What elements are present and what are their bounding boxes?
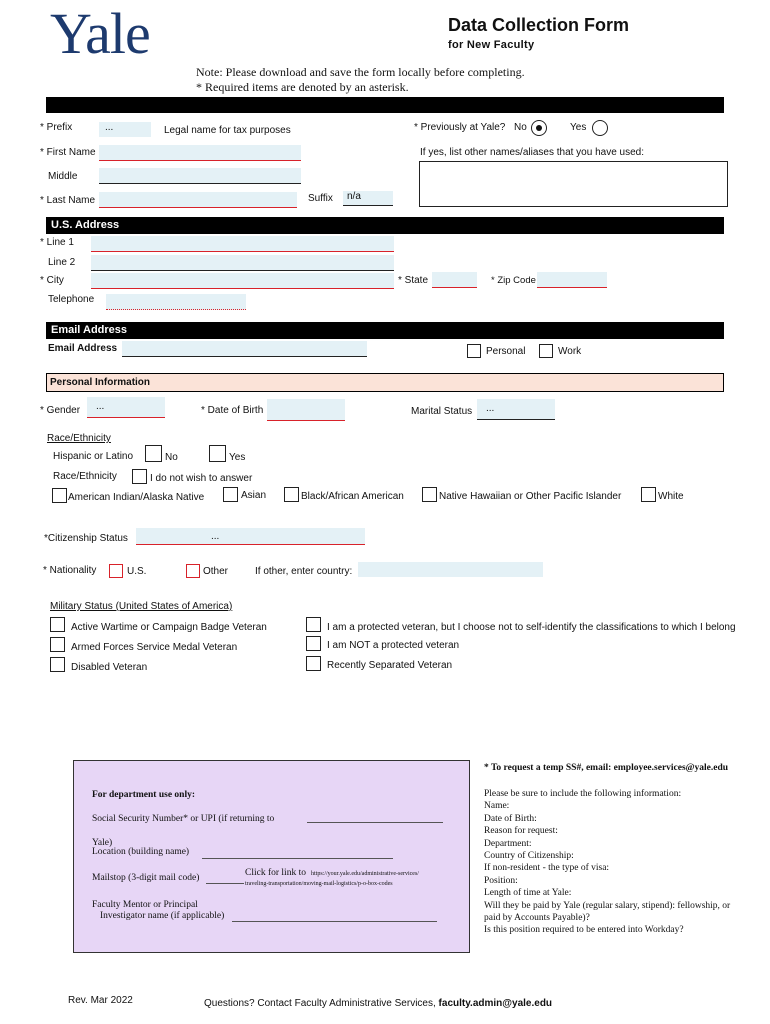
click-link-label: Click for link to (245, 868, 306, 878)
revision-date: Rev. Mar 2022 (68, 995, 133, 1006)
form-title: Data Collection Form (448, 15, 630, 35)
military-active-wartime-label: Active Wartime or Campaign Badge Veteran (71, 622, 267, 633)
location-label: Location (building name) (92, 847, 190, 857)
info-line: Position: (484, 875, 518, 886)
race-white-checkbox[interactable] (641, 487, 656, 502)
email-label: Email Address (48, 343, 118, 354)
ssn-label: Social Security Number* or UPI (if returning to (92, 814, 275, 824)
previously-no-label: No (514, 122, 527, 133)
footer-contact-email[interactable]: faculty.admin@yale.edu (438, 998, 553, 1009)
nationality-other-label: Other (203, 566, 229, 577)
personal-info-title: Personal Information (50, 377, 151, 388)
zip-code-label: * Zip Code (491, 275, 536, 286)
work-email-checkbox[interactable] (539, 344, 553, 358)
mentor-field[interactable] (232, 921, 437, 922)
race-asian-label: Asian (241, 490, 267, 501)
po-box-link-line-1[interactable]: https://your.yale.edu/administrative-services/ (311, 871, 419, 877)
hispanic-no-checkbox[interactable] (145, 445, 162, 462)
telephone-field[interactable] (106, 294, 246, 310)
state-label: * State (398, 275, 429, 286)
aliases-textarea[interactable] (419, 161, 728, 207)
footer-questions-text: Questions? Contact Faculty Administrative Services, (204, 998, 436, 1009)
middle-name-field[interactable] (99, 168, 301, 184)
military-armed-forces-label: Armed Forces Service Medal Veteran (71, 642, 238, 653)
address-line1-field[interactable] (91, 236, 394, 252)
race-ethnicity-heading: Race/Ethnicity (47, 433, 111, 444)
military-disabled-label: Disabled Veteran (71, 662, 148, 673)
nationality-other-checkbox[interactable] (186, 564, 200, 578)
ssn-field[interactable] (307, 822, 443, 823)
race-native-hawaiian-checkbox[interactable] (422, 487, 437, 502)
marital-status-label: Marital Status (411, 406, 473, 417)
military-protected-no-identify-label: I am a protected veteran, but I choose not to self-identify the classifications to which I belong (327, 622, 736, 633)
state-field[interactable] (432, 272, 477, 288)
military-active-wartime-checkbox[interactable] (50, 617, 65, 632)
first-name-label: * First Name (40, 147, 96, 158)
info-line: paid by Accounts Payable)? (484, 913, 590, 924)
info-line: Will they be paid by Yale (regular salary, stipend): fellowship, or (484, 900, 731, 911)
suffix-label: Suffix (308, 193, 333, 204)
military-recently-separated-checkbox[interactable] (306, 656, 321, 671)
race-asian-checkbox[interactable] (223, 487, 238, 502)
email-address-header: Email Address (46, 322, 724, 339)
race-white-label: White (658, 491, 684, 502)
info-line: Reason for request: (484, 826, 558, 837)
zip-code-field[interactable] (537, 272, 607, 288)
ssn-yale-label: Yale) (92, 838, 113, 848)
mailstop-label: Mailstop (3-digit mail code) (92, 873, 200, 883)
last-name-label: * Last Name (40, 195, 96, 206)
info-line: Length of time at Yale: (484, 888, 572, 899)
military-disabled-checkbox[interactable] (50, 657, 65, 672)
legal-name-note: Legal name for tax purposes (164, 125, 291, 136)
citizenship-select[interactable]: ... (136, 528, 365, 545)
temp-ssn-info-list (484, 788, 730, 937)
race-american-indian-checkbox[interactable] (52, 488, 67, 503)
nationality-us-checkbox[interactable] (109, 564, 123, 578)
no-wish-to-answer-checkbox[interactable] (132, 469, 147, 484)
department-use-box (73, 760, 470, 953)
hispanic-latino-label: Hispanic or Latino (53, 451, 134, 462)
previously-yes-label: Yes (570, 122, 587, 133)
city-label: * City (40, 275, 64, 286)
suffix-select[interactable]: n/a (343, 191, 393, 206)
hispanic-yes-checkbox[interactable] (209, 445, 226, 462)
first-name-field[interactable] (99, 145, 301, 161)
email-field[interactable] (122, 341, 367, 357)
citizenship-label: *Citizenship Status (44, 533, 128, 544)
previously-yes-radio[interactable] (592, 120, 608, 136)
dob-label: * Date of Birth (201, 405, 264, 416)
last-name-field[interactable] (99, 192, 297, 208)
us-address-header: U.S. Address (46, 217, 724, 234)
military-status-heading: Military Status (United States of America) (50, 601, 233, 612)
personal-email-label: Personal (486, 346, 526, 357)
nationality-label: * Nationality (43, 565, 97, 576)
personal-email-checkbox[interactable] (467, 344, 481, 358)
aliases-label: If yes, list other names/aliases that you have used: (420, 147, 645, 158)
header-divider-bar (46, 97, 724, 113)
military-not-protected-label: I am NOT a protected veteran (327, 640, 460, 651)
military-protected-no-identify-checkbox[interactable] (306, 617, 321, 632)
prefix-label: * Prefix (40, 122, 73, 133)
gender-select[interactable]: ... (87, 397, 165, 418)
race-black-checkbox[interactable] (284, 487, 299, 502)
middle-label: Middle (48, 171, 78, 182)
footer-questions (204, 998, 552, 1009)
line1-label: * Line 1 (40, 237, 74, 248)
military-recently-separated-label: Recently Separated Veteran (327, 660, 453, 671)
race-native-hawaiian-label: Native Hawaiian or Other Pacific Islander (439, 491, 622, 502)
marital-status-select[interactable]: ... (477, 399, 555, 420)
mailstop-field[interactable] (206, 883, 244, 884)
yale-logo: Yale (50, 1, 150, 66)
radio-selected-dot (536, 125, 542, 131)
mentor-label-line-1: Faculty Mentor or Principal (92, 900, 198, 910)
city-field[interactable] (91, 273, 394, 289)
note-line-2: * Required items are denoted by an asterisk. (196, 80, 409, 94)
other-country-label: If other, enter country: (255, 566, 353, 577)
info-line: Name: (484, 801, 510, 812)
military-not-protected-checkbox[interactable] (306, 636, 321, 651)
address-line2-field[interactable] (91, 255, 394, 271)
location-field[interactable] (202, 858, 393, 859)
po-box-link-line-2[interactable]: traveling-transportation/moving-mail-logistics/p-o-box-codes (245, 881, 393, 887)
mentor-label-line-2: Investigator name (if applicable) (100, 911, 225, 921)
info-line: Date of Birth: (484, 813, 537, 824)
race-american-indian-label: American Indian/Alaska Native (68, 492, 205, 503)
race-black-label: Black/African American (301, 491, 404, 502)
personal-info-header (46, 373, 724, 392)
info-line: If non-resident - the type of visa: (484, 863, 610, 874)
other-country-field[interactable] (358, 562, 543, 577)
previously-no-radio[interactable] (531, 120, 547, 136)
nationality-us-label: U.S. (127, 566, 147, 577)
prefix-select[interactable]: ... (99, 122, 151, 137)
info-line: Department: (484, 838, 532, 849)
date-of-birth-field[interactable] (267, 399, 345, 421)
no-wish-to-answer-label: I do not wish to answer (150, 473, 253, 484)
race-ethnicity-label: Race/Ethnicity (53, 471, 117, 482)
hispanic-yes-label: Yes (229, 452, 246, 463)
temp-ssn-request-line: * To request a temp SS#, email: employee.services@yale.edu (484, 763, 729, 773)
telephone-label: Telephone (48, 294, 95, 305)
info-line: Is this position required to be entered into Workday? (484, 925, 684, 936)
military-armed-forces-checkbox[interactable] (50, 637, 65, 652)
line2-label: Line 2 (48, 257, 76, 268)
previously-at-yale-label: * Previously at Yale? (414, 122, 506, 133)
note-line-1: Note: Please download and save the form locally before completing. (196, 65, 525, 79)
info-line: Country of Citizenship: (484, 851, 574, 862)
form-subtitle: for New Faculty (448, 39, 535, 51)
hispanic-no-label: No (165, 452, 178, 463)
work-email-label: Work (558, 346, 582, 357)
gender-label: * Gender (40, 405, 81, 416)
dept-heading: For department use only: (92, 790, 195, 800)
info-line: Please be sure to include the following information: (484, 789, 682, 799)
